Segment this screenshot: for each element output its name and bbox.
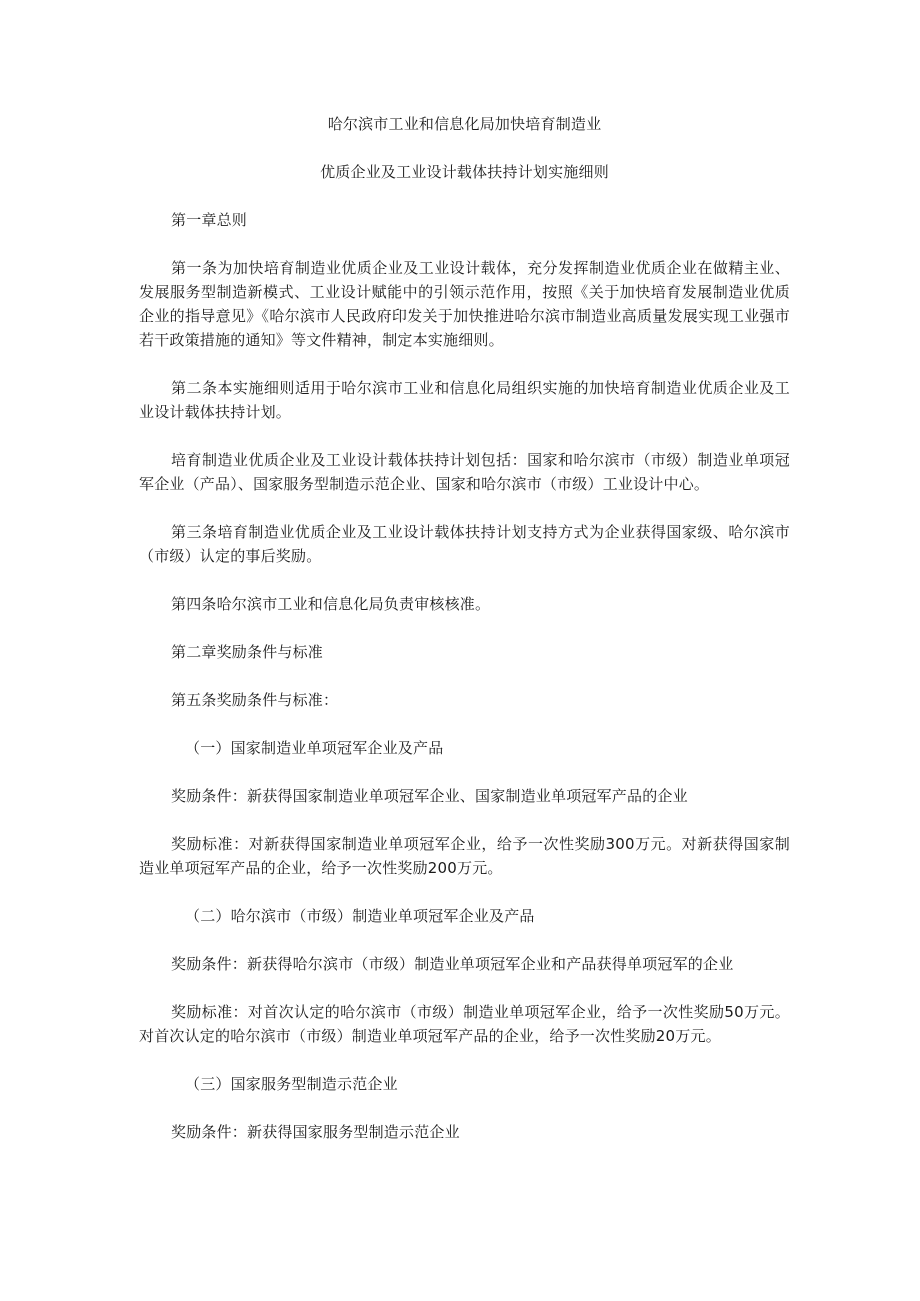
article-2-scope: 培育制造业优质企业及工业设计载体扶持计划包括：国家和哈尔滨市（市级）制造业单项冠军企业（产品）、国家服务型制造示范企业、国家和哈尔滨市（市级）工业设计中心。	[139, 451, 790, 493]
section-2-heading: （二）哈尔滨市（市级）制造业单项冠军企业及产品	[185, 907, 535, 925]
section-1-condition: 奖励条件：新获得国家制造业单项冠军企业、国家制造业单项冠军产品的企业	[171, 787, 688, 805]
section-3-condition: 奖励条件：新获得国家服务型制造示范企业	[171, 1123, 460, 1141]
document-title-line-1: 哈尔滨市工业和信息化局加快培育制造业	[327, 115, 602, 133]
section-3-heading: （三）国家服务型制造示范企业	[185, 1075, 398, 1093]
article-2: 第二条本实施细则适用于哈尔滨市工业和信息化局组织实施的加快培育制造业优质企业及工业设计载体扶持计划。	[139, 379, 790, 421]
chapter-1-heading: 第一章总则	[171, 211, 248, 229]
section-2-standard: 奖励标准：对首次认定的哈尔滨市（市级）制造业单项冠军企业，给予一次性奖励50万元。对首次认定的哈尔滨市（市级）制造业单项冠军产品的企业，给予一次性奖励20万元。	[139, 1003, 790, 1045]
article-5: 第五条奖励条件与标准：	[171, 691, 339, 709]
document-body	[139, 112, 790, 1168]
document-title-line-2: 优质企业及工业设计载体扶持计划实施细则	[320, 163, 609, 181]
article-4: 第四条哈尔滨市工业和信息化局负责审核核准。	[171, 595, 491, 613]
article-1: 第一条为加快培育制造业优质企业及工业设计载体，充分发挥制造业优质企业在做精主业、发展服务型制造新模式、工业设计赋能中的引领示范作用，按照《关于加快培育发展制造业优质企业的指导意见》《哈尔滨市人民政府印发关于加快推进哈尔滨市制造业高质量发展实现工业强市若干政策措施的通知》等文件精神，制定本实施细则。	[139, 259, 790, 349]
section-2-condition: 奖励条件：新获得哈尔滨市（市级）制造业单项冠军企业和产品获得单项冠军的企业	[171, 955, 734, 973]
section-1-heading: （一）国家制造业单项冠军企业及产品	[185, 739, 444, 757]
article-3: 第三条培育制造业优质企业及工业设计载体扶持计划支持方式为企业获得国家级、哈尔滨市（市级）认定的事后奖励。	[139, 523, 790, 565]
section-1-standard: 奖励标准：对新获得国家制造业单项冠军企业，给予一次性奖励300万元。对新获得国家制造业单项冠军产品的企业，给予一次性奖励200万元。	[139, 835, 790, 877]
chapter-2-heading: 第二章奖励条件与标准	[171, 643, 324, 661]
